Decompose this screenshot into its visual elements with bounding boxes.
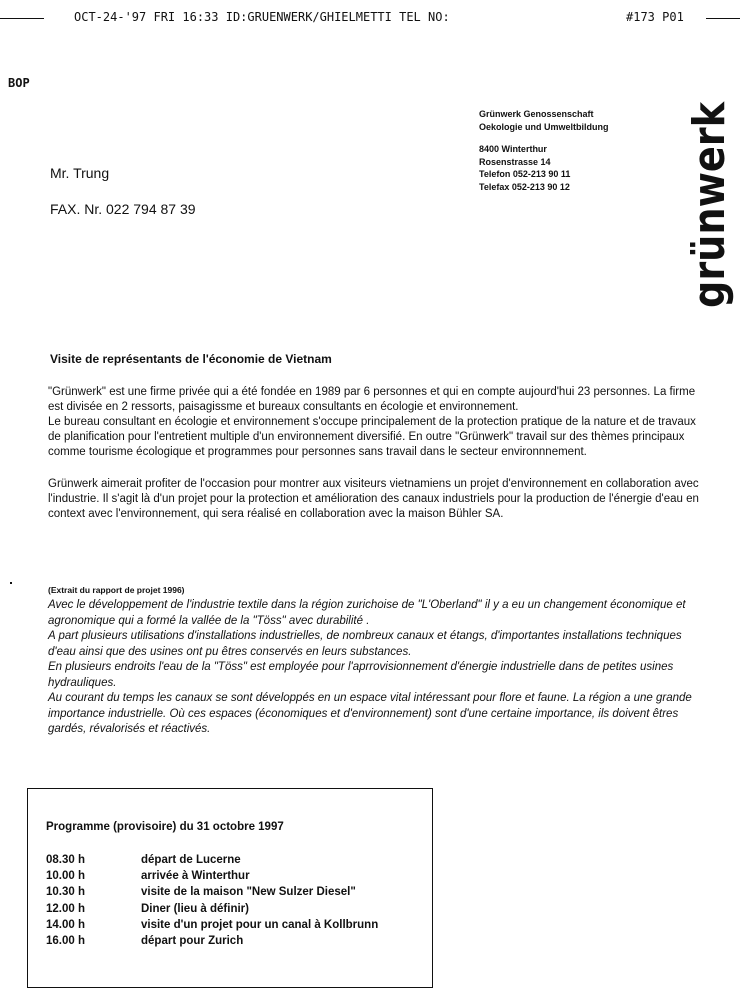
excerpt-paragraph: En plusieurs endroits l'eau de la "Töss" est employée pour l'aprrovisionnement d'énergie industrielle dans de petites usines hydrauliques. [48,661,674,689]
fax-header-left: OCT-24-'97 FRI 16:33 ID:GRUENWERK/GHIELMETTI TEL NO: [74,10,450,24]
sender-line: Grünwerk Genossenschaft [479,109,594,119]
body-paragraph: Grünwerk aimerait profiter de l'occasion pour montrer aux visiteurs vietnamiens un projet d'environnement en collaboration avec l'industrie. Il s'agit là d'un projet pour la protection et amélioration des canaux industriels pour la production de l'énergie d'eau en context avec l'environnement, qui sera réalisé en collaboration avec la maison Bühler SA. [48,478,699,520]
excerpt-paragraph: Au courant du temps les canaux se sont développés en un espace vital intéressant pour flore et faune. La région a une grande importance industrielle. Où ces espaces (économiques et d'environnement) sont d'une certaine importance, ils doivent êtres gardés, révalorisés et réactivés. [48,692,692,735]
handwritten-mark: BOP [8,76,30,90]
margin-dot [10,582,12,584]
body-paragraph: "Grünwerk" est une firme privée qui a été fondée en 1989 par 6 personnes et qui en compte aujourd'hui 23 personnes. La firme est divisée en 2 ressorts, paisagissme et bureaux consultants en écologie et environnement. [48,386,696,413]
fax-transmission-header [0,8,740,28]
body-paragraph: Le bureau consultant en écologie et environnement s'occupe principalement de la protection pratique de la nature et de travaux de planification pour l'entretient multiple d'un environnement diversifié. En outre "Grünwerk" travail sur des thèmes principaux comme tourisme écologique et programmes pour personnes sans travail dans le secteur environnnement. [48,416,696,458]
programme-activity: arrivée à Winterthur [141,870,250,882]
header-rule-left [0,18,44,19]
programme-time: 08.30 h [46,854,85,866]
sender-line: Rosenstrasse 14 [479,156,551,167]
logo-text: grünwerk [684,70,735,308]
subject-line: Visite de représentants de l'économie de Vietnam [50,352,332,366]
programme-activity: visite d'un projet pour un canal à Kollbrunn [141,919,379,931]
programme-activity: Diner (lieu à définir) [141,903,249,915]
sender-line: Telefon 052-213 90 11 [479,169,571,179]
excerpt-label: (Extrait du rapport de projet 1996) [48,585,185,595]
programme-time: 12.00 h [46,903,85,915]
programme-activity: départ pour Zurich [141,935,244,947]
sender-address [479,108,609,193]
fax-header-right: #173 P01 [626,10,684,24]
programme-time: 14.00 h [46,919,85,931]
excerpt-paragraph: A part plusieurs utilisations d'installations industrielles, de nombreux canaux et étangs, d'importantes installations techniques d'eau ainsi que des usines ont pu êtres conservés en leurs substances. [48,630,682,658]
excerpt-paragraph: Avec le développement de l'industrie textile dans la région zurichoise de "L'Oberland" il y a eu un changement économique et agronomique qui a formé la vallée de la "Töss" avec durabilité . [48,599,686,627]
recipient-name: Mr. Trung [50,165,110,181]
sender-line: Oekologie und Umweltbildung [479,121,609,132]
programme-activity: départ de Lucerne [141,854,241,866]
programme-activity: visite de la maison "New Sulzer Diesel" [141,886,356,898]
programme-title: Programme (provisoire) du 31 octobre 1997 [46,821,284,833]
recipient-fax: FAX. Nr. 022 794 87 39 [50,201,196,217]
recipient-block [50,155,196,227]
programme-box [27,788,433,988]
letter-body [48,385,708,522]
header-rule-right [706,18,740,19]
gruenwerk-logo [684,70,735,310]
excerpt-text [48,598,708,738]
sender-line: Telefax 052-213 90 12 [479,181,570,192]
programme-time: 10.30 h [46,886,85,898]
sender-line: 8400 Winterthur [479,144,547,154]
logo-svg [684,70,735,310]
programme-time: 16.00 h [46,935,85,947]
programme-time: 10.00 h [46,870,85,882]
